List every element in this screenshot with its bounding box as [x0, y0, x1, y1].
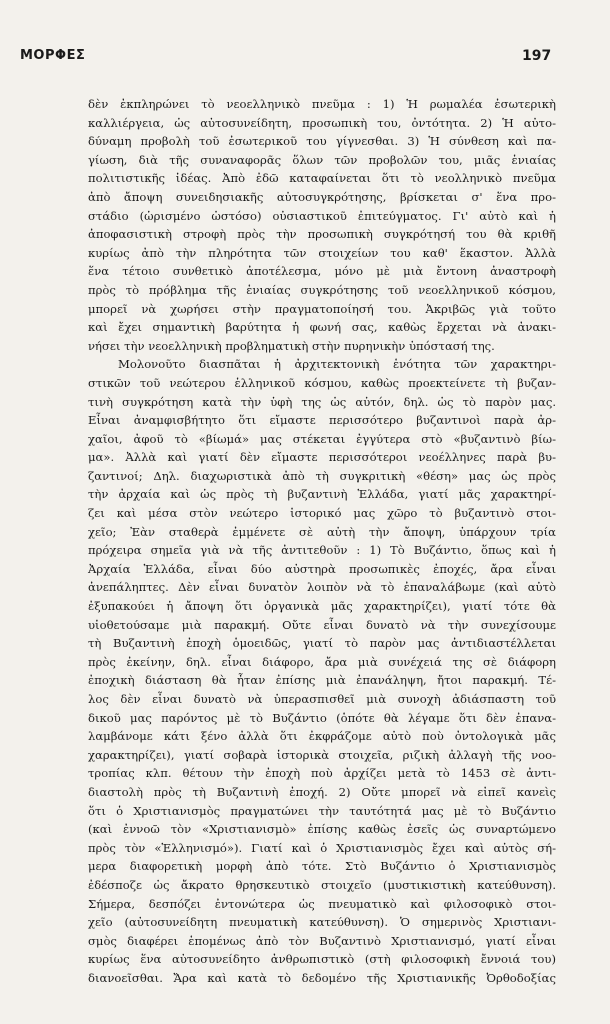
text-line: τινὴ συγκρότηση κατὰ τὴν ὑφὴ της ὡς αὐτόν, δηλ. ὡς τὸ παρὸν μας. — [88, 394, 556, 409]
text-line: χαῖοι, ἀφοῦ τὸ «βίωμά» μας στέκεται ἐγγύτερα στὸ «βυζαντινὸ βίω- — [88, 431, 556, 446]
text-line: ἀπὸ ἄποψη συνειδησιακῆς αὐτοσυγκρότησης, βρίσκεται σ' ἕνα προ- — [88, 189, 556, 204]
text-line: μπορεῖ νὰ χωρήσει στὴν πραγματοποίησή του. Ἀκριβῶς γιὰ τοῦτο — [88, 301, 556, 316]
text-line: διαστολὴ πρὸς τὴ Βυζαντινὴ ἐποχή. 2) Οὔτε μπορεῖ νὰ εἰπεῖ κανεὶς — [88, 784, 556, 799]
text-line: χεῖο (αὐτοσυνείδητη πνευματικὴ κατεύθυνση). Ὁ σημερινὸς Χριστιανι- — [88, 915, 556, 930]
text-line: Ἀρχαία Ἑλλάδα, εἶναι δύο αὐστηρὰ προσωπικὲς ἐποχές, ἄρα εἶναι — [88, 561, 556, 576]
running-title: ΜΟΡΦΕΣ — [20, 48, 86, 63]
text-line: υἱοθετούσαμε μιὰ παρακμή. Οὔτε εἶναι δυνατὸ νὰ τὴν συνεχίσουμε — [88, 617, 556, 632]
text-line: μερα διαφορετικὴ μορφὴ ἀπὸ τότε. Στὸ Βυζάντιο ὁ Χριστιανισμὸς — [88, 859, 556, 874]
text-line: δύναμη προβολὴ τοῦ ἐσωτερικοῦ του γίγνεσθαι. 3) Ἡ σύνθεση καὶ πα- — [88, 134, 556, 149]
text-line: μα». Ἀλλὰ καὶ γιατί δὲν εἴμαστε περισσότεροι νεοέλληνες παρὰ βυ- — [88, 450, 556, 465]
text-line: σμὸς διαφέρει ἑπομένως ἀπὸ τὸν Βυζαντινὸ Χριστιανισμό, γιατί εἶναι — [88, 933, 556, 948]
text-line: λαμβάνομε κάτι ξένο ἀλλὰ ὅτι ἐκφράζομε αὐτὸ ποὺ ὀντολογικὰ μᾶς — [88, 729, 556, 744]
text-line: ἐδέσποζε ὡς ἄκρατο θρησκευτικὸ στοιχεῖο (μυστικιστικὴ κατεύθυνση). — [88, 877, 556, 892]
text-line: ἐξυπακούει ἡ ἄποψη ὅτι ὀργανικὰ μᾶς χαρακτηρίζει), γιατί τότε θὰ — [88, 599, 556, 614]
text-line: λος δὲν εἶναι δυνατὸ νὰ ὑπερασπισθεῖ μιὰ συνοχὴ ἀδιάσπαστη τοῦ — [88, 692, 556, 706]
text-line: ἀποφασιστικὴ στροφὴ πρὸς τὴν προσωπικὴ συγκρότησή του θὰ κριθῆ — [88, 227, 556, 242]
text-line: ἀνεπάληπτες. Δὲν εἶναι δυνατὸν λοιπὸν νὰ τὸ ἐπαναλάβωμε (καὶ αὐτὸ — [88, 580, 556, 595]
text-line: Σήμερα, δεσπόζει ἐντονώτερα ὡς πνευματικὸ καὶ φιλοσοφικὸ στοι- — [88, 896, 556, 911]
text-line: καλλιέργεια, ὡς αὐτοσυνείδητη, προσωπικὴ του, ὀντότητα. 2) Ἡ αὐτο- — [88, 115, 556, 130]
text-line: πρὸς ἐκείνην, δηλ. εἶναι διάφορο, ἄρα μιὰ συνέχειά της σὲ διάφορη — [88, 654, 556, 669]
text-line: στάδιο (ὡρισμένο ὡστόσο) οὐσιαστικοῦ ἐπιτεύγματος. Γι' αὐτὸ καὶ ἡ — [88, 208, 556, 223]
page-number: 197 — [522, 48, 552, 64]
body-text — [88, 95, 556, 988]
text-line: Μολονοῦτο διασπᾶται ἡ ἀρχιτεκτονικὴ ἑνότητα τῶν χαρακτηρι- — [118, 357, 556, 372]
text-line: πρὸς τὸν «Ἑλληνισμό»). Γιατί καὶ ὁ Χριστιανισμὸς ἔχει καὶ αὐτὸς σή- — [88, 840, 556, 855]
text-line: ἕνα τέτοιο συνθετικὸ ἀποτέλεσμα, μόνο μὲ μιὰ ἔντονη ἀναστροφὴ — [88, 264, 556, 279]
text-line: δικοῦ μας παρόντος μὲ τὸ Βυζάντιο (ὁπότε θὰ λέγαμε ὅτι δὲν ἐπανα- — [88, 710, 556, 725]
text-line: δὲν ἐκπληρώνει τὸ νεοελληνικὸ πνεῦμα : 1) Ἡ ρωμαλέα ἐσωτερικὴ — [88, 97, 556, 111]
text-line: ἐποχικὴ διάσταση θὰ ἦταν ἐπίσης μιὰ ἐπανάληψη, ἤτοι παρακμή. Τέ- — [88, 673, 556, 688]
text-line: πρόχειρα σημεῖα γιὰ νὰ τῆς ἀντιτεθοῦν : 1) Τὸ Βυζάντιο, ὅπως καὶ ἡ — [88, 543, 556, 558]
text-line: καὶ ἔχει σημαντικὴ βαρύτητα ἡ φωνή σας, καθὼς ἔρχεται νὰ ἀνακι- — [88, 320, 556, 335]
text-line: (καὶ ἐννοῶ τὸν «Χριστιανισμὸ» ἐπίσης καθὼς ἐσεῖς ὡς συναρτώμενο — [88, 822, 556, 837]
text-line: στικῶν τοῦ νεώτερου ἑλληνικοῦ κόσμου, καθὼς προεκτείνετε τὴ βυζαν- — [88, 375, 556, 390]
text-line: ζει καὶ μέσα στὸν νεώτερο ἱστορικό μας χῶρο τὸ βυζαντινὸ στοι- — [88, 506, 556, 521]
text-line: γίωση, διὰ τῆς συναναφορᾶς ὅλων τῶν προβολῶν του, μιᾶς ἑνιαίας — [88, 152, 556, 167]
text-line: διανοεῖσθαι. Ἄρα καὶ κατὰ τὸ δεδομένο τῆς Χριστιανικῆς Ὀρθοδοξίας — [88, 970, 556, 985]
text-line: τροπίας κλπ. θέτουν τὴν ἐποχὴ ποὺ ἀρχίζει μετὰ τὸ 1453 σὲ ἀντι- — [88, 766, 556, 781]
text-line: τὴν ἀρχαία καὶ ὡς πρὸς τὴ βυζαντινὴ Ἑλλάδα, γιατί μᾶς χαρακτηρί- — [88, 487, 556, 502]
text-line: κυρίως ἀπὸ τὴν πληρότητα τῶν στοιχείων του καθ' ἕκαστον. Ἀλλὰ — [88, 245, 556, 260]
text-line: ὅτι ὁ Χριστιανισμὸς πραγματώνει τὴν ταυτότητά μας μὲ τὸ Βυζάντιο — [88, 803, 556, 818]
text-line: κυρίως ἕνα αὐτοσυνείδητο ἀνθρωπιστικὸ (στὴ φιλοσοφικὴ ἔννοιά του) — [88, 952, 556, 967]
text-line: νήσει τὴν νεοελληνικὴ προβληματικὴ στὴν πυρηνικὴν ὑπόστασή της. — [88, 338, 495, 353]
text-line: χεῖο; Ἐὰν σταθερὰ ἐμμένετε σὲ αὐτὴ τὴν ἄποψη, ὑπάρχουν τρία — [88, 524, 556, 539]
text-line: ζαντινοί; Δηλ. διαχωριστικὰ ἀπὸ τὴ συγκριτικὴ «θέση» μας ὡς πρὸς — [88, 468, 556, 483]
text-line: πολιτιστικῆς ἰδέας. Ἀπὸ ἐδῶ καταφαίνεται ὅτι τὸ νεολληνικὸ πνεῦμα — [88, 171, 556, 186]
text-line: Εἶναι ἀναμφισβήτητο ὅτι εἴμαστε περισσότερο βυζαντινοὶ παρὰ ἀρ- — [88, 413, 556, 428]
text-line: τὴ Βυζαντινὴ ἐποχὴ ὁμοειδῶς, γιατί τὸ παρὸν μας ἀντιδιαστέλλεται — [88, 636, 556, 651]
text-line: πρὸς τὸ πρόβλημα τῆς ἑνιαίας συγκρότησης τοῦ νεοελληνικοῦ κόσμου, — [88, 282, 556, 297]
text-line: χαρακτηρίζει), γιατί σοβαρὰ ἱστορικὰ στοιχεῖα, ριζικὴ ἀλλαγὴ τῆς νοο- — [88, 747, 556, 762]
